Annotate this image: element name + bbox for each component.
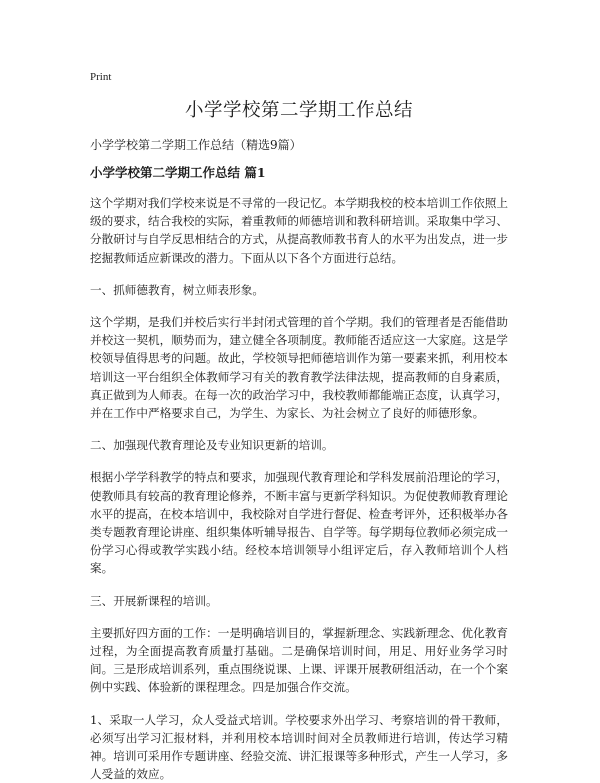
paragraph-new-curriculum: 主要抓好四方面的工作：一是明确培训目的，掌握新理念、实践新理念、优化教育过程，为全面提高教育质量打基础。二是确保培训时间，用足、用好业务学习时间。三是形成培训系列，重点围绕说课、上课、评课开展教研组活动，在一个个案例中实践、体验新的课程理念。四是加强合作交流。 [90,625,508,695]
paragraph-one-learns-many-benefit: 1、采取一人学习，众人受益式培训。学校要求外出学习、考察培训的骨干教师，必须写出学习汇报材料，并利用校本培训时间对全员教师进行培训，传达学习精神。培训可采用作专题讲座、经验交流、讲汇报课等多种形式，产生一人学习，多人受益的效应。 [90,712,508,782]
page-title: 小学学校第二学期工作总结 [184,100,413,121]
heading-teacher-ethics: 一、抓师德教育，树立师表形象。 [90,282,264,297]
paragraph-teacher-ethics: 这个学期，是我们并校后实行半封闭式管理的首个学期。我们的管理者是否能借助并校这一契机，顺势而为，建立健全各项制度。教师能否适应这一大家庭。这是学校领导值得思考的问题。故此，学校领导把师德培训作为第一要素来抓，利用校本培训这一平台组织全体教师学习有关的教育教学法律法规，提高教师的自身素质，真正做到为人师表。在每一次的政治学习中，我校教师都能端正态度，认真学习，并在工作中严格要求自己，为学生、为家长、为社会树立了良好的师德形象。 [90,315,508,421]
intro-paragraph: 这个学期对我们学校来说是不寻常的一段记忆。本学期我校的校本培训工作依照上级的要求，结合我校的实际，着重教师的师德培训和教科研培训。采取集中学习、分散研讨与自学反思相结合的方式，从提高教师教书育人的水平为出发点，进一步挖掘教师适应新课改的潜力。下面从以下各个方面进行总结。 [90,196,508,265]
paragraph-modern-theory: 根据小学学科教学的特点和要求，加强现代教育理论和学科发展前沿理论的学习，使教师具有较高的教育理论修养，不断丰富与更新学科知识。为促使教师教育理论水平的提高，在校本培训中，我校除对自学进行督促、检查考评外，还积极举办各类专题教育理论讲座、组织集体听辅导报告、自学等。每学期每位教师必须完成一份学习心得或教学实践小结。经校本培训领导小组评定后，存入教师培训个人档案。 [90,470,508,576]
print-link[interactable]: Print [90,71,112,83]
document-subtitle: 小学学校第二学期工作总结（精选9篇） [90,138,302,152]
heading-modern-theory: 二、加强现代教育理论及专业知识更新的培训。 [90,438,334,453]
section-heading: 小学学校第二学期工作总结 篇1 [90,165,266,180]
heading-new-curriculum: 三、开展新课程的培训。 [90,593,218,608]
